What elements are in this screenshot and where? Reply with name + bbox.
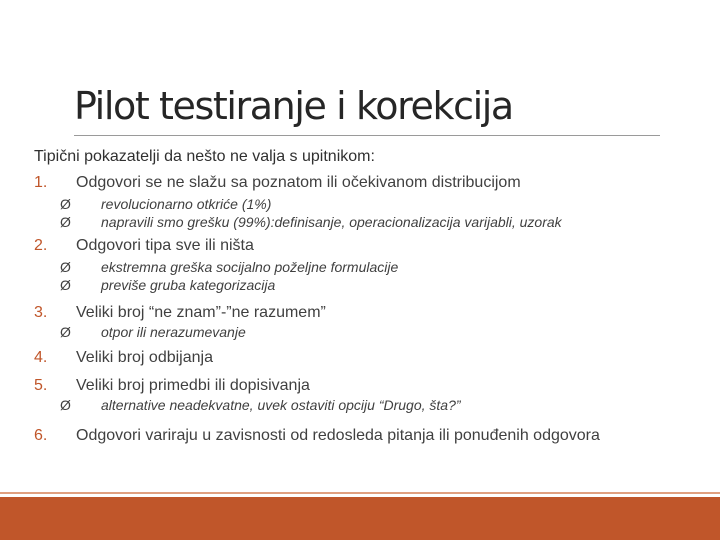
footer-accent-line bbox=[0, 492, 720, 494]
sub-item-text: alternative neadekvatne, uvek ostaviti opciju “Drugo, šta?” bbox=[101, 397, 461, 413]
item-number: 3. bbox=[34, 304, 48, 321]
item-number: 5. bbox=[34, 377, 48, 394]
item-text: Veliki broj “ne znam”-”ne razumem” bbox=[76, 304, 326, 321]
item-number: 1. bbox=[34, 174, 48, 191]
item-text: Odgovori se ne slažu sa poznatom ili očekivanom distribucijom bbox=[76, 174, 521, 191]
arrow-bullet-icon: Ø bbox=[60, 324, 71, 340]
slide-title: Pilot testiranje i korekcija bbox=[74, 84, 513, 128]
sub-item-text: previše gruba kategorizacija bbox=[101, 277, 276, 293]
item-number: 6. bbox=[34, 427, 48, 444]
item-number: 4. bbox=[34, 349, 48, 366]
footer-bar bbox=[0, 497, 720, 540]
title-divider bbox=[74, 135, 660, 136]
item-text: Odgovori variraju u zavisnosti od redosleda pitanja ili ponuđenih odgovora bbox=[76, 427, 600, 444]
item-text: Veliki broj odbijanja bbox=[76, 349, 213, 366]
arrow-bullet-icon: Ø bbox=[60, 214, 71, 230]
item-text: Veliki broj primedbi ili dopisivanja bbox=[76, 377, 310, 394]
sub-item-text: revolucionarno otkriće (1%) bbox=[101, 196, 272, 212]
intro-text: Tipični pokazatelji da nešto ne valja s upitnikom: bbox=[34, 148, 375, 165]
item-text: Odgovori tipa sve ili ništa bbox=[76, 237, 254, 254]
sub-item-text: ekstremna greška socijalno poželjne formulacije bbox=[101, 259, 399, 275]
sub-item-text: napravili smo grešku (99%):definisanje, operacionalizacija varijabli, uzorak bbox=[101, 214, 562, 230]
sub-item-text: otpor ili nerazumevanje bbox=[101, 324, 246, 340]
arrow-bullet-icon: Ø bbox=[60, 259, 71, 275]
arrow-bullet-icon: Ø bbox=[60, 397, 71, 413]
item-number: 2. bbox=[34, 237, 48, 254]
arrow-bullet-icon: Ø bbox=[60, 196, 71, 212]
arrow-bullet-icon: Ø bbox=[60, 277, 71, 293]
